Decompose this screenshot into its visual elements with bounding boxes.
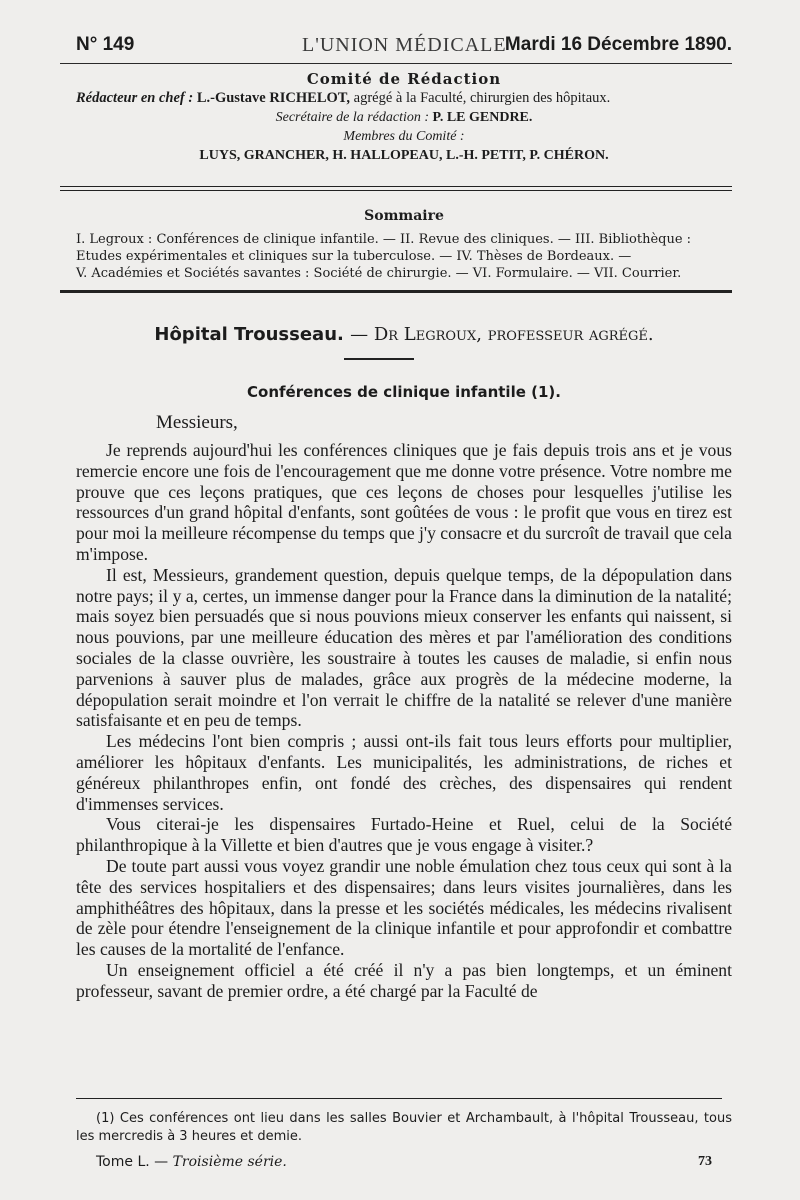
contents-title: Sommaire xyxy=(364,208,444,224)
editorial-committee xyxy=(76,70,732,165)
committee-title: Comité de Rédaction xyxy=(306,70,502,88)
paragraph: De toute part aussi vous voyez grandir une noble émulation chez tous ceux qui sont à la tête des services hospitaliers et des dispensaires; dans leurs visites journalières, dans les amphithéâtres des hôpitaux, dans la presse et les sociétés médicales, les médecins rivalisent de zèle pour étendre l'enseignement de la clinique infantile et pour approfondir et combattre les causes de la mortalité de l'enfance. xyxy=(76,855,732,960)
footnote: (1) Ces conférences ont lieu dans les salles Bouvier et Archambault, à l'hôpital Trousseau, tous les mercredis à 3 heures et demie. xyxy=(76,1111,732,1144)
journal-title: L'UNION MÉDICALE xyxy=(302,34,507,56)
members-names: LUYS, GRANCHER, H. HALLOPEAU, L.-H. PETIT, P. CHÉRON. xyxy=(199,148,609,163)
contents-rule xyxy=(60,290,732,293)
hospital-name: Hôpital Trousseau. xyxy=(154,324,344,345)
paragraph: Il est, Messieurs, grandement question, depuis quelque temps, de la dépopulation dans notre pays; il y a, certes, un immense danger pour la France dans la diminution de la natalité; mais soyez bien persuadés que si nous pouvions mieux conserver les enfants qui naissent, si nous pouvions, par une meilleure éducation des mères et par l'amélioration des conditions sociales de la classe ouvrière, les soustraire à toutes les causes de maladie, si enfin nous parvenions à sauver plus de malades, grâce aux progrès de la médecine moderne, la dépopulation serait moindre et l'on verrait le chiffre de la natalité se relever d'une manière satisfaisante et en peu de temps. xyxy=(76,564,732,731)
secretary-line xyxy=(76,108,732,127)
contents-line-3: V. Académies et Sociétés savantes : Société de chirurgie. — VI. Formulaire. — VII. Courrier. xyxy=(76,266,682,281)
issue-date: Mardi 16 Décembre 1890. xyxy=(504,34,732,55)
page-footer xyxy=(96,1154,732,1171)
committee-rule xyxy=(60,186,732,191)
article-body xyxy=(76,440,732,1002)
volume-number: Tome L. — xyxy=(96,1154,169,1170)
contents-line-2: Etudes expérimentales et cliniques sur la tuberculose. — IV. Thèses de Bordeaux. — xyxy=(76,249,632,264)
editor-in-chief-line xyxy=(76,89,732,108)
secretary-name: P. LE GENDRE. xyxy=(432,110,533,125)
contents-line-1: I. Legroux : Conférences de clinique infantile. — II. Revue des cliniques. — III. Bibliothèque : xyxy=(76,232,692,247)
volume-label xyxy=(96,1154,287,1170)
salutation: Messieurs, xyxy=(156,412,238,433)
paragraph: Un enseignement officiel a été créé il n'y a pas bien longtemps, et un éminent professeur, savant de premier ordre, a été chargé par la Faculté de xyxy=(76,959,732,1001)
page-header xyxy=(76,34,732,60)
table-of-contents xyxy=(76,208,732,282)
article-author: — Dr Legroux, professeur agrégé. xyxy=(350,324,654,345)
secretary-label: Secrétaire de la rédaction : xyxy=(275,110,430,125)
members-label: Membres du Comité : xyxy=(343,129,465,144)
editor-description: agrégé à la Faculté, chirurgien des hôpitaux. xyxy=(353,90,611,106)
heading-rule xyxy=(344,358,414,360)
header-rule xyxy=(60,63,732,64)
paragraph: Je reprends aujourd'hui les conférences cliniques que je fais depuis trois ans et je vous remercie encore une fois de l'encouragement que me donne votre présence. Votre nombre me prouve que ces leçons pratiques, que ces leçons de choses pour lesquelles j'utilise les ressources d'un grand hôpital d'enfants, sont goûtées de vous : le profit que vous en tirez est pour moi la meilleure récompense du temps que j'y consacre et du surcroît de travail que cela m'impose. xyxy=(76,440,732,564)
page-number: 73 xyxy=(698,1154,712,1169)
paragraph: Vous citerai-je les dispensaires Furtado-Heine et Ruel, celui de la Société philanthropique à la Villette et bien d'autres que je vous engage à visiter.? xyxy=(76,814,732,856)
footnote-rule xyxy=(76,1098,722,1099)
editor-label: Rédacteur en chef : xyxy=(76,90,194,106)
paragraph: Les médecins l'ont bien compris ; aussi ont-ils fait tous leurs efforts pour multiplier, améliorer les hôpitaux d'enfants. Les municipalités, les administrations, de riches et généreux philanthropes enfin, ont fondé des crèches, des dispensaires qui rendent d'immenses services. xyxy=(76,731,732,814)
editor-name: L.-Gustave RICHELOT, xyxy=(196,90,351,106)
article-heading xyxy=(76,324,732,345)
article-title: Conférences de clinique infantile (1). xyxy=(247,383,561,401)
series-label: Troisième série. xyxy=(172,1154,287,1170)
issue-number: N° 149 xyxy=(76,34,135,55)
